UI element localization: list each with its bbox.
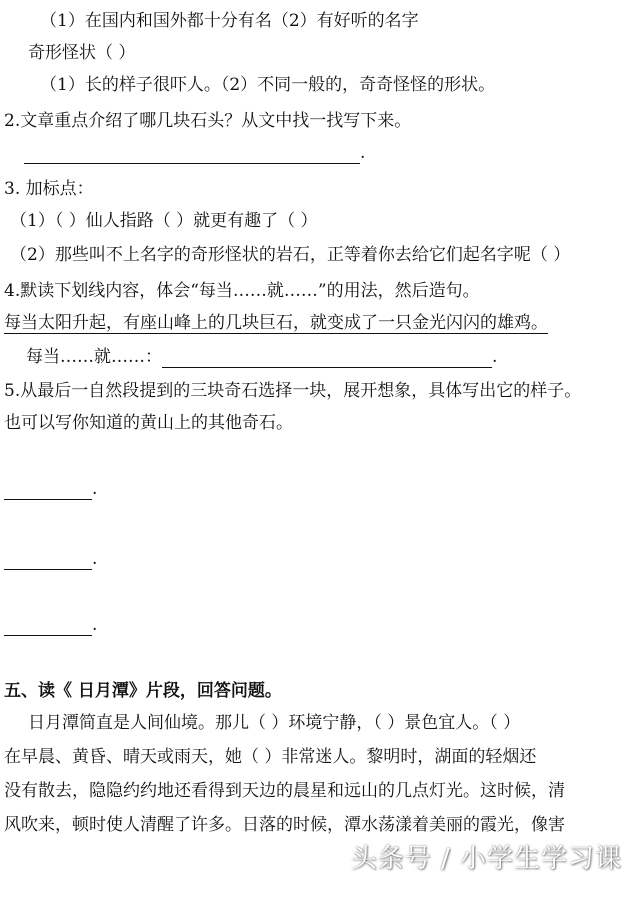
answer-blank[interactable] [24, 145, 360, 164]
period: . [92, 615, 98, 635]
sentence-prompt: 每当……就……： [26, 347, 162, 367]
underlined-sentence: 每当太阳升起，有座山峰上的几块巨石，就变成了一只金光闪闪的雄鸡。 [4, 313, 548, 333]
period: . [492, 347, 498, 367]
answer-line-2[interactable] [4, 548, 97, 570]
passage-line-4: 风吹来，顿时使人清醒了许多。日落的时候，潭水荡漾着美丽的霞光，像害 [4, 815, 565, 835]
watermark: 头条号 / 小学生学习课 [350, 844, 622, 874]
section-5-title: 五、读《 日月潭》片段，回答问题。 [4, 681, 282, 701]
answer-line-3[interactable] [4, 614, 97, 636]
option-line-2: （1）长的样子很吓人。（2）不同一般的，奇奇怪怪的形状。 [40, 75, 496, 95]
period: . [92, 549, 98, 569]
option-line-1: （1）在国内和国外都十分有名（2）有好听的名字 [40, 11, 419, 31]
answer-blank[interactable] [162, 349, 492, 368]
answer-blank[interactable] [4, 617, 92, 636]
passage-line-2: 在早晨、黄昏、晴天或雨天，她（ ）非常迷人。黎明时，湖面的轻烟还 [4, 747, 537, 767]
question-3: 3. 加标点： [4, 179, 94, 199]
word-qixingguaizhuang: 奇形怪状（ ） [28, 43, 136, 63]
sentence-prompt-row [26, 346, 497, 368]
question-3-item-1: （1）（ ）仙人指路（ ）就更有趣了（ ） [10, 211, 318, 231]
answer-blank[interactable] [4, 481, 92, 500]
question-2: 2.文章重点介绍了哪几块石头？从文中找一找写下来。 [4, 111, 412, 131]
period: . [360, 143, 366, 163]
answer-line-q2[interactable] [24, 142, 365, 164]
period: . [92, 479, 98, 499]
question-3-item-2: （2）那些叫不上名字的奇形怪状的岩石，正等着你去给它们起名字呢（ ） [10, 245, 571, 265]
question-5-line-1: 5.从最后一自然段提到的三块奇石选择一块，展开想象，具体写出它的样子。 [4, 381, 582, 401]
answer-blank[interactable] [4, 551, 92, 570]
passage-line-3: 没有散去，隐隐约约地还看得到天边的晨星和远山的几点灯光。这时候，清 [4, 781, 565, 801]
question-5-line-2: 也可以写你知道的黄山上的其他奇石。 [4, 413, 293, 433]
question-4: 4.默读下划线内容，体会“每当……就……”的用法，然后造句。 [4, 281, 480, 301]
passage-line-1: 日月潭简直是人间仙境。那儿（ ）环境宁静，（ ）景色宜人。（ ） [28, 713, 521, 733]
answer-line-1[interactable] [4, 478, 97, 500]
